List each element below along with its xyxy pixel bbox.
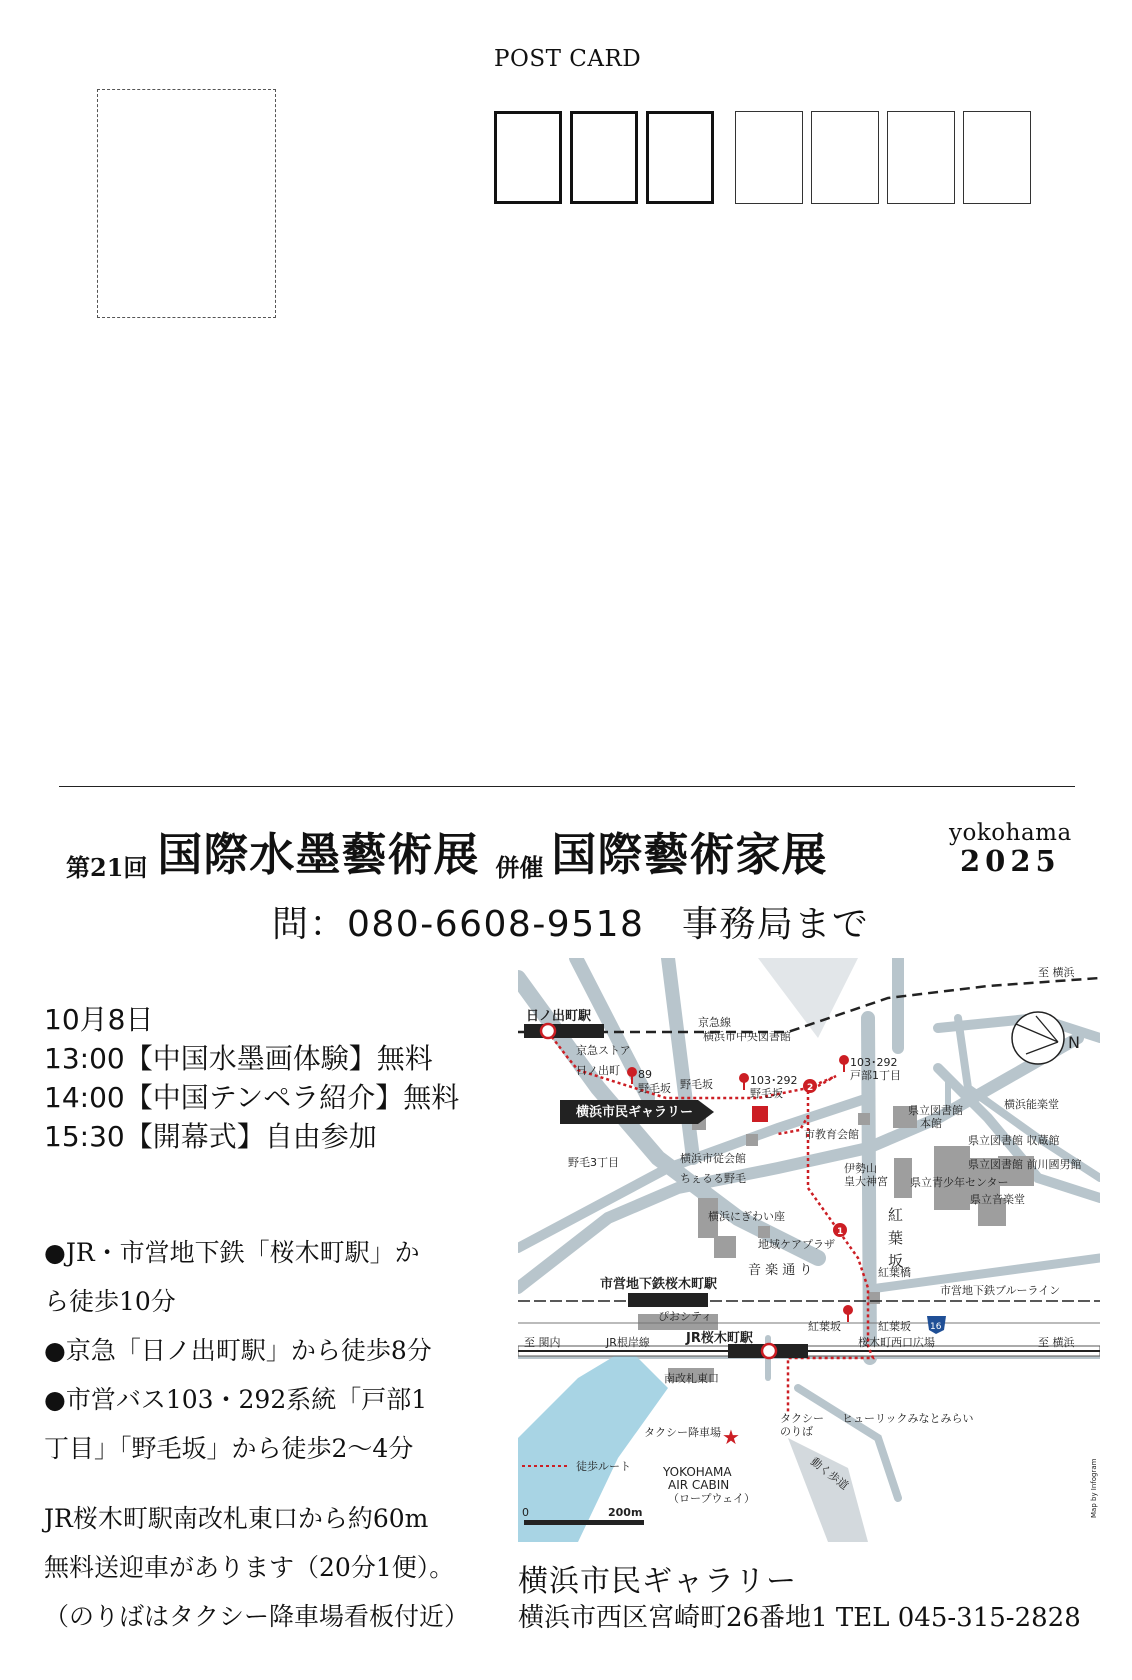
schedule-event: 14:00【中国テンペラ紹介】無料 [44, 1081, 460, 1114]
cheers-noge-label: ちぇるる野毛 [680, 1172, 746, 1185]
bus-89-label: 89 [638, 1068, 652, 1081]
hinodecho-station-label: 日ノ出町駅 [526, 1009, 592, 1024]
taxi-stand-2-label: のりば [780, 1425, 813, 1438]
compass-icon [1012, 1012, 1064, 1064]
postal-code-box-3[interactable] [646, 111, 714, 204]
post-card-label: POST CARD [494, 46, 642, 72]
keikyu-store-label: 京急ストア [576, 1044, 631, 1057]
south-gate-label: 南改札東口 [664, 1372, 719, 1385]
pref-library-main-label: 本館 [920, 1117, 942, 1130]
access-line: ●京急「日ノ出町駅」から徒歩8分 [44, 1336, 432, 1365]
momijibashi-label: 紅葉橋 [878, 1266, 911, 1279]
exhibition-title [66, 818, 827, 883]
taxi-dropoff-star-icon: ★ [722, 1425, 740, 1449]
to-kannai-label: 至 関内 [524, 1336, 561, 1349]
ongaku-dori-label: 音 楽 通 り [748, 1263, 813, 1278]
to-yokohama-top: 至 横浜 [1038, 966, 1075, 979]
access-line: ●市営バス103・292系統「戸部1 [44, 1385, 428, 1414]
koyozaka-bus-label: 紅葉坂 [808, 1320, 841, 1333]
nogezaka-bus-left-label: 野毛坂 [638, 1082, 671, 1095]
taxi-dropoff-label: タクシー降車場 [644, 1426, 721, 1439]
nogezaka-bus-label: 野毛坂 [750, 1087, 783, 1100]
route-point-1-label: 1 [837, 1227, 844, 1237]
joint-label: 併催 [495, 853, 544, 882]
map-walkway-area [788, 1438, 868, 1542]
access-line: 丁目」「野毛坂」から徒歩2〜4分 [44, 1434, 414, 1463]
jr-negishi-label: JR根岸線 [606, 1336, 650, 1349]
access-line: ●JR・市営地下鉄「桜木町駅」か [44, 1238, 420, 1267]
nogezaka-label: 野毛坂 [680, 1078, 713, 1091]
scale-0-label: 0 [522, 1506, 529, 1519]
iseyama-shrine-1-label: 伊勢山 [844, 1162, 877, 1175]
keikyu-line-label: 京急線 [698, 1016, 731, 1029]
taxi-stand-1-label: タクシー [780, 1412, 824, 1425]
subway-station-bar [628, 1293, 708, 1307]
gallery-map-label: 横浜市民ギャラリー [576, 1105, 694, 1120]
pref-library-storage-label: 県立図書館 収蔵館 [968, 1134, 1060, 1147]
route-point-2-label: 2 [807, 1083, 814, 1093]
postal-code-box-6[interactable] [887, 111, 955, 204]
postal-code-box-7[interactable] [963, 111, 1031, 204]
pref-library-label: 県立図書館 [908, 1104, 963, 1117]
schedule-block [44, 1000, 459, 1156]
exhibition-2-title: 国際藝術家展 [551, 828, 828, 881]
koyozaka-bus-right-label: 紅葉坂 [878, 1320, 911, 1333]
jr-station-marker [762, 1344, 776, 1358]
west-plaza-label: 桜木町西口広場 [858, 1336, 935, 1349]
koyozaka-v3-label: 坂 [888, 1252, 904, 1270]
postal-code-box-4[interactable] [735, 111, 803, 204]
iseyama-shrine-2-label: 皇大神宮 [844, 1175, 888, 1188]
walking-route-legend-label: 徒歩ルート [576, 1460, 631, 1473]
pref-library-maekawa-label: 県立図書館 前川國男館 [968, 1158, 1082, 1171]
north-label: N [1068, 1033, 1080, 1052]
divider-line [59, 786, 1075, 787]
contact-phone: 問：080-6608-9518 事務局まで [272, 904, 870, 945]
tobe-1chome-label: 戸部1丁目 [850, 1069, 901, 1082]
shuttle-line: JR桜木町駅南改札東口から約60m [44, 1504, 429, 1533]
gallery-marker [752, 1106, 768, 1122]
bus-103-292-b-label: 103･292 [850, 1056, 898, 1069]
pio-city-label: ぴおシティ [658, 1310, 713, 1323]
shuttle-info [44, 1494, 469, 1641]
youth-center-label: 県立青少年センター [910, 1176, 1009, 1189]
hulic-label: ヒューリックみなとみらい [842, 1412, 974, 1425]
edition-label: 第21回 [66, 853, 148, 882]
exhibition-1-title: 国際水墨藝術展 [157, 828, 480, 881]
cabin-2-label: AIR CABIN [668, 1478, 730, 1492]
noge-3chome-label: 野毛3丁目 [568, 1156, 619, 1169]
access-info [44, 1228, 432, 1473]
hinodecho-station-bar [524, 1024, 604, 1038]
shuttle-line: （のりばはタクシー降車場看板付近） [44, 1602, 470, 1631]
education-hall-label: 市教育会館 [804, 1128, 859, 1141]
koyozaka-v1-label: 紅 [888, 1206, 904, 1224]
care-plaza-label: 地域ケアプラザ [758, 1238, 835, 1251]
postal-code-box-1[interactable] [494, 111, 562, 204]
route-16-label: 16 [930, 1322, 942, 1332]
shuttle-line: 無料送迎車があります（20分1便）。 [44, 1553, 455, 1582]
cabin-1-label: YOKOHAMA [663, 1465, 732, 1479]
hinodecho-label: 日ノ出町 [576, 1064, 620, 1077]
venue-address: 横浜市西区宮崎町26番地1 TEL 045-315-2828 [518, 1603, 1081, 1633]
venue-name: 横浜市民ギャラリー [518, 1564, 797, 1599]
schedule-event: 13:00【中国水墨画体験】無料 [44, 1042, 433, 1075]
schedule-date: 10月8日 [44, 1003, 154, 1036]
map-credit: Map by Infogram [1090, 1458, 1098, 1518]
central-library-label: 横浜市中央図書館 [703, 1030, 791, 1043]
river-shape [518, 1348, 668, 1542]
scale-bar [524, 1520, 644, 1525]
city-label: yokohama [949, 820, 1072, 846]
koyozaka-v2-label: 葉 [888, 1229, 904, 1247]
to-yokohama-bottom-label: 至 横浜 [1038, 1336, 1075, 1349]
noh-theater-label: 横浜能楽堂 [1004, 1098, 1059, 1111]
scale-200-label: 200m [608, 1506, 643, 1519]
postal-code-box-2[interactable] [570, 111, 638, 204]
blue-line-label: 市営地下鉄ブルーライン [940, 1284, 1061, 1297]
access-map [518, 958, 1100, 1542]
schedule-event: 15:30【開幕式】自由参加 [44, 1120, 377, 1153]
subway-station-label: 市営地下鉄桜木町駅 [600, 1277, 718, 1292]
nigiwaiza-label: 横浜にぎわい座 [708, 1210, 785, 1223]
jr-station-label: JR桜木町駅 [686, 1331, 753, 1346]
postal-code-box-5[interactable] [811, 111, 879, 204]
hinodecho-station-marker [541, 1024, 555, 1038]
stamp-placeholder-box [97, 89, 276, 318]
bus-103-292-a-label: 103･292 [750, 1074, 798, 1087]
city-year-block [949, 822, 1072, 876]
music-hall-label: 県立音楽堂 [970, 1193, 1025, 1206]
cabin-3-label: （ロープウェイ） [668, 1492, 756, 1505]
staff-hall-label: 横浜市従会館 [680, 1152, 746, 1165]
year-label: 2025 [959, 844, 1061, 878]
moving-walkway-label: 動く歩道 [808, 1455, 851, 1493]
access-line: ら徒歩10分 [44, 1287, 176, 1316]
